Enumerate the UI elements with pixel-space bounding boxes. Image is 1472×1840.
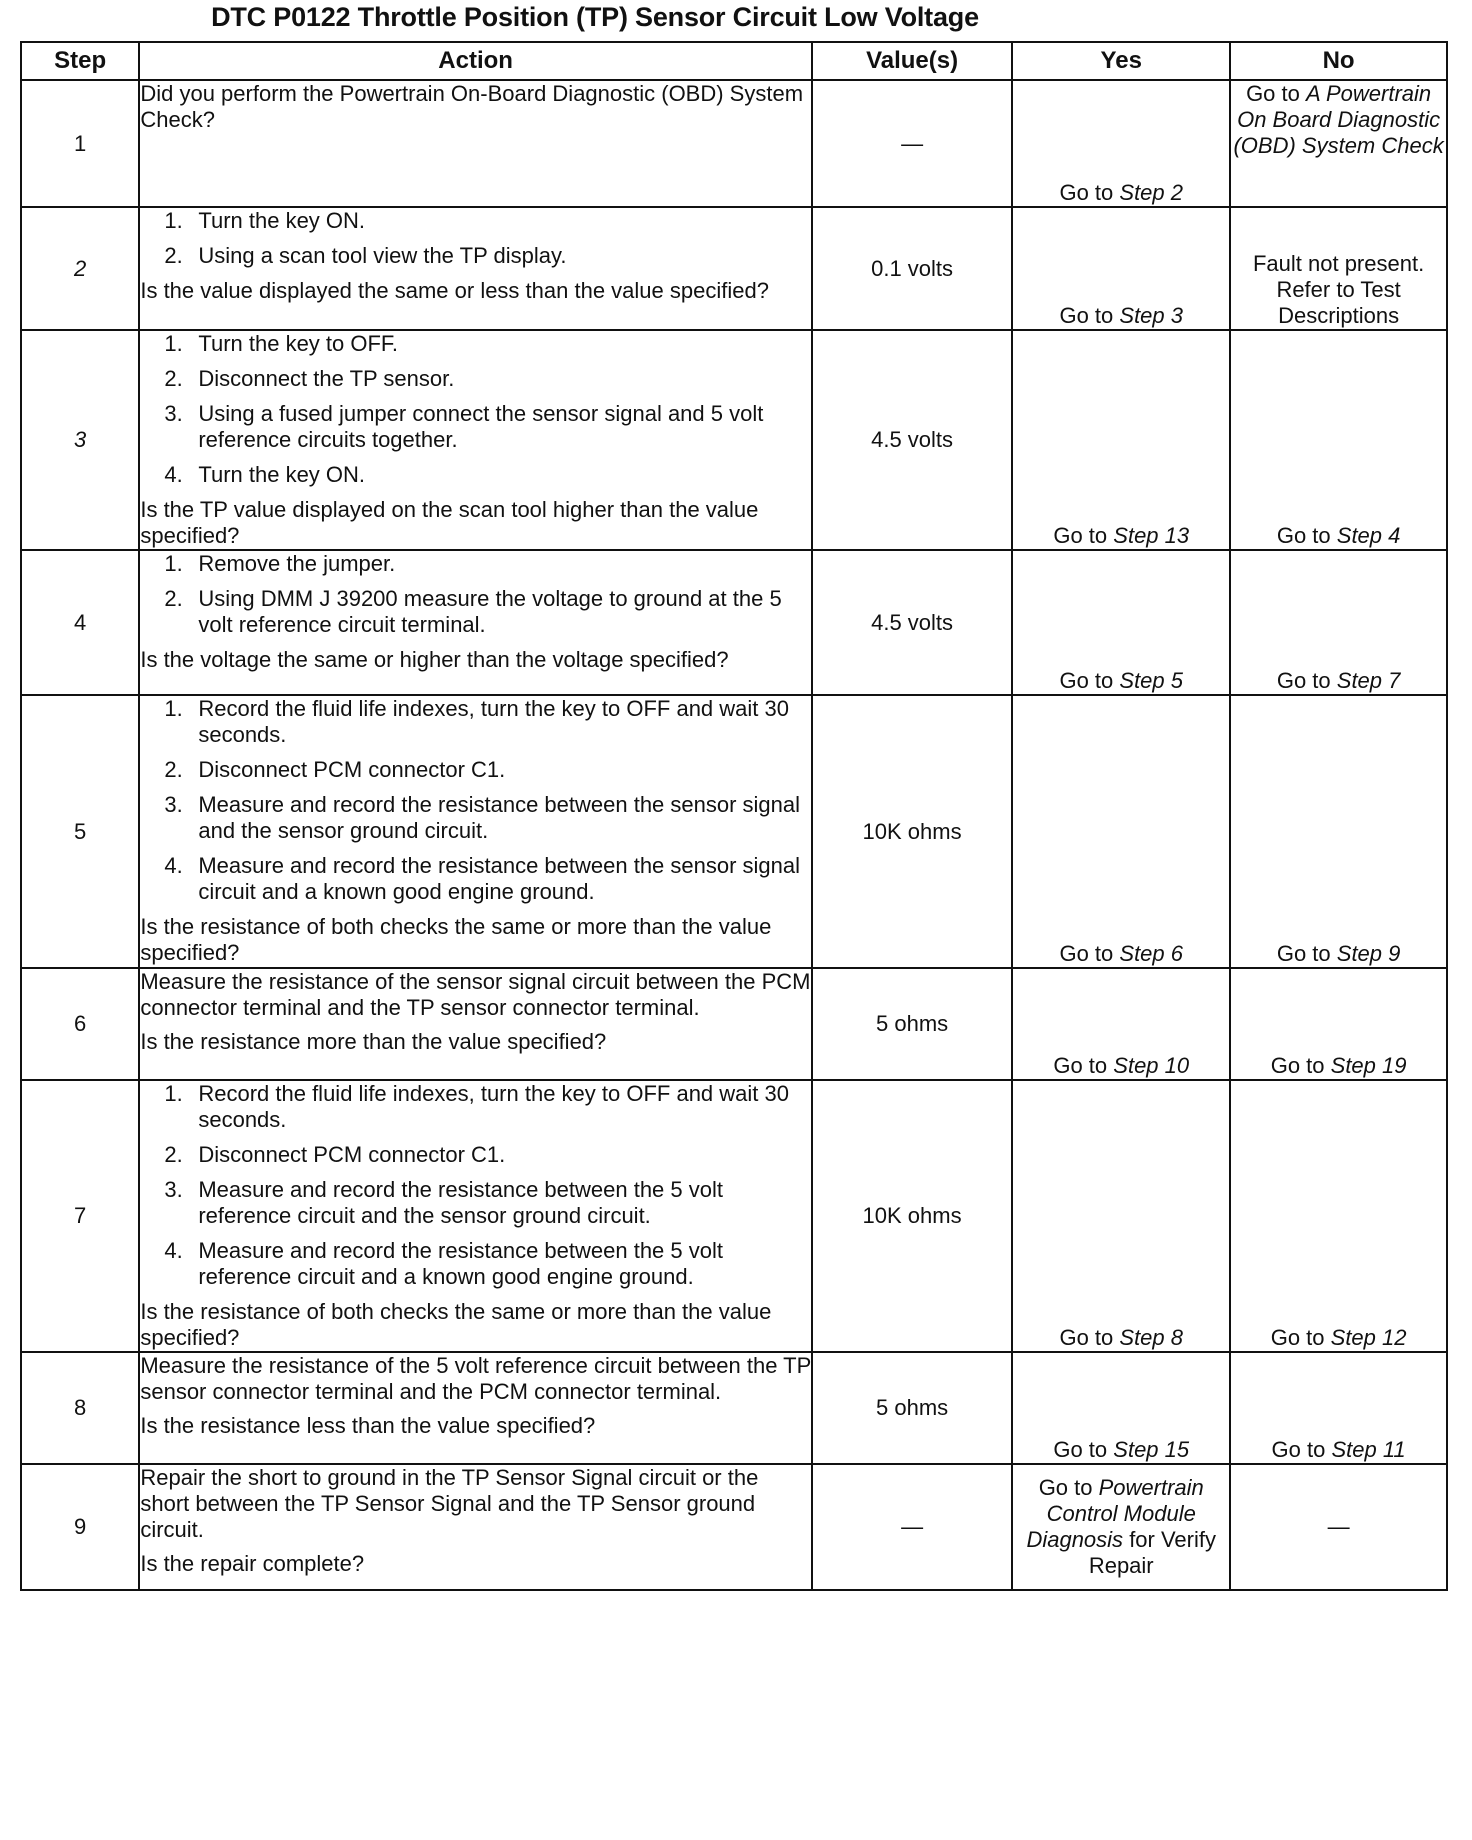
step-number: 5 bbox=[21, 695, 139, 968]
no-prefix: Go to bbox=[1276, 523, 1331, 548]
header-yes: Yes bbox=[1012, 42, 1230, 80]
step-number: 7 bbox=[21, 1080, 139, 1352]
action-step-text: Measure and record the resistance between the sensor signal and the sensor ground circuit. bbox=[198, 792, 801, 843]
no-cell bbox=[1230, 1352, 1447, 1464]
action-step: 4. Turn the key ON. bbox=[164, 462, 366, 487]
action-step-text: Using a fused jumper connect the sensor signal and 5 volt reference circuits together. bbox=[198, 401, 764, 452]
no-cell: — bbox=[1230, 1464, 1447, 1590]
value-cell: 4.5 volts bbox=[812, 330, 1012, 550]
action-step-text: Record the fluid life indexes, turn the key to OFF and wait 30 seconds. bbox=[198, 1081, 789, 1132]
header-no: No bbox=[1230, 42, 1447, 80]
header-step: Step bbox=[21, 42, 139, 80]
action-step-text: Turn the key to OFF. bbox=[198, 331, 399, 356]
step-number bbox=[21, 207, 139, 330]
no-target: Step 7 bbox=[1336, 668, 1401, 693]
table-row bbox=[21, 207, 1447, 330]
action-step-text: Using a scan tool view the TP display. bbox=[198, 243, 567, 268]
yes-cell bbox=[1012, 1352, 1230, 1464]
no-cell: Fault not present. Refer to Test Descriptions bbox=[1230, 207, 1447, 330]
action-cell bbox=[139, 695, 812, 968]
action-steps bbox=[140, 1081, 811, 1290]
no-prefix: Go to bbox=[1270, 1325, 1325, 1350]
yes-target: Step 2 bbox=[1119, 180, 1183, 205]
action-statement: Measure the resistance of the sensor signal circuit between the PCM connector terminal and the TP sensor connector terminal. bbox=[140, 969, 811, 1020]
value-cell: 10K ohms bbox=[812, 1080, 1012, 1352]
table-row bbox=[21, 550, 1447, 695]
no-prefix: Go to bbox=[1270, 1053, 1325, 1078]
yes-prefix: Go to bbox=[1059, 941, 1114, 966]
yes-target: Step 8 bbox=[1119, 1325, 1183, 1350]
no-target: Step 19 bbox=[1330, 1053, 1407, 1078]
step-number-text: 2 bbox=[74, 255, 87, 281]
step-number: 1 bbox=[21, 80, 139, 207]
yes-suffix: for Verify Repair bbox=[1088, 1527, 1216, 1578]
header-action: Action bbox=[139, 42, 812, 80]
action-step: 1. Record the fluid life indexes, turn the key to OFF and wait 30 seconds. bbox=[164, 696, 789, 747]
step-number bbox=[21, 330, 139, 550]
action-step: 2. Disconnect the TP sensor. bbox=[164, 366, 455, 391]
yes-prefix: Go to bbox=[1053, 1437, 1108, 1462]
action-step-text: Using DMM J 39200 measure the voltage to ground at the 5 volt reference circuit terminal. bbox=[198, 586, 782, 637]
value-cell: 5 ohms bbox=[812, 1352, 1012, 1464]
page-title: DTC P0122 Throttle Position (TP) Sensor Circuit Low Voltage bbox=[211, 2, 979, 32]
yes-prefix: Go to bbox=[1059, 303, 1114, 328]
yes-cell bbox=[1012, 330, 1230, 550]
action-step: 4. Measure and record the resistance between the sensor signal circuit and a known good engine ground. bbox=[164, 853, 801, 904]
no-target: Step 11 bbox=[1331, 1437, 1406, 1462]
action-step-text: Turn the key ON. bbox=[198, 208, 366, 233]
no-prefix: Go to bbox=[1246, 81, 1300, 106]
action-step: 3. Measure and record the resistance between the 5 volt reference circuit and the sensor ground circuit. bbox=[164, 1177, 723, 1228]
table-row bbox=[21, 1080, 1447, 1352]
yes-target: Step 6 bbox=[1119, 941, 1183, 966]
no-target: Step 4 bbox=[1336, 523, 1401, 548]
action-cell bbox=[139, 1080, 812, 1352]
yes-target: Step 3 bbox=[1119, 303, 1183, 328]
yes-prefix: Go to bbox=[1038, 1475, 1093, 1500]
yes-prefix: Go to bbox=[1059, 668, 1114, 693]
table-row bbox=[21, 80, 1447, 207]
action-cell bbox=[139, 968, 812, 1080]
no-cell bbox=[1230, 330, 1447, 550]
no-cell bbox=[1230, 695, 1447, 968]
action-question: Did you perform the Powertrain On-Board Diagnostic (OBD) System Check? bbox=[140, 81, 804, 132]
action-question: Is the resistance less than the value specified? bbox=[140, 1413, 596, 1438]
value-cell: 5 ohms bbox=[812, 968, 1012, 1080]
table-row bbox=[21, 968, 1447, 1080]
action-steps bbox=[140, 208, 811, 269]
action-cell bbox=[139, 1352, 812, 1464]
yes-cell bbox=[1012, 1080, 1230, 1352]
action-step: 3. Using a fused jumper connect the sensor signal and 5 volt reference circuits together. bbox=[164, 401, 764, 452]
no-prefix: Go to bbox=[1271, 1437, 1326, 1462]
action-step: 1. Turn the key to OFF. bbox=[164, 331, 399, 356]
no-target: A Powertrain On Board Diagnostic (OBD) System Check bbox=[1233, 81, 1444, 158]
no-cell bbox=[1230, 550, 1447, 695]
yes-prefix: Go to bbox=[1059, 1325, 1114, 1350]
action-step-text: Disconnect PCM connector C1. bbox=[198, 757, 506, 782]
action-question: Is the repair complete? bbox=[140, 1551, 365, 1576]
table-row bbox=[21, 1352, 1447, 1464]
header-row bbox=[21, 42, 1447, 80]
yes-target: Powertrain Control Module Diagnosis bbox=[1026, 1475, 1204, 1552]
action-step-text: Disconnect PCM connector C1. bbox=[198, 1142, 506, 1167]
yes-cell bbox=[1012, 550, 1230, 695]
action-step: 2. Disconnect PCM connector C1. bbox=[164, 757, 506, 782]
yes-target: Step 10 bbox=[1113, 1053, 1190, 1078]
action-question: Is the value displayed the same or less than the value specified? bbox=[140, 278, 769, 303]
no-cell bbox=[1230, 80, 1447, 207]
yes-prefix: Go to bbox=[1053, 523, 1108, 548]
action-step-text: Measure and record the resistance between the 5 volt reference circuit and a known good engine ground. bbox=[198, 1238, 723, 1289]
action-steps bbox=[140, 331, 811, 488]
action-step-text: Measure and record the resistance between the sensor signal circuit and a known good engine ground. bbox=[198, 853, 801, 904]
step-number: 4 bbox=[21, 550, 139, 695]
yes-target: Step 15 bbox=[1113, 1437, 1190, 1462]
yes-cell bbox=[1012, 207, 1230, 330]
value-cell: 4.5 volts bbox=[812, 550, 1012, 695]
yes-prefix: Go to bbox=[1059, 180, 1114, 205]
action-step-text: Measure and record the resistance between the 5 volt reference circuit and the sensor ground circuit. bbox=[198, 1177, 723, 1228]
diagnostic-table bbox=[20, 41, 1448, 1591]
action-question: Is the voltage the same or higher than the voltage specified? bbox=[140, 647, 729, 672]
action-question: Is the TP value displayed on the scan tool higher than the value specified? bbox=[140, 497, 759, 548]
action-cell bbox=[139, 80, 812, 207]
action-step-text: Remove the jumper. bbox=[198, 551, 396, 576]
action-step: 3. Measure and record the resistance between the sensor signal and the sensor ground circuit. bbox=[164, 792, 801, 843]
action-steps bbox=[140, 696, 811, 905]
action-step: 2. Disconnect PCM connector C1. bbox=[164, 1142, 506, 1167]
yes-target: Step 13 bbox=[1113, 523, 1190, 548]
table-row bbox=[21, 695, 1447, 968]
no-target: Step 9 bbox=[1336, 941, 1401, 966]
action-question: Is the resistance of both checks the same or more than the value specified? bbox=[140, 1299, 772, 1350]
no-prefix: Go to bbox=[1276, 668, 1331, 693]
action-step-text: Turn the key ON. bbox=[198, 462, 366, 487]
no-prefix: Go to bbox=[1276, 941, 1331, 966]
no-cell bbox=[1230, 968, 1447, 1080]
action-question: Is the resistance of both checks the same or more than the value specified? bbox=[140, 914, 772, 965]
header-values: Value(s) bbox=[812, 42, 1012, 80]
action-step: 1. Turn the key ON. bbox=[164, 208, 366, 233]
value-cell: 0.1 volts bbox=[812, 207, 1012, 330]
yes-target: Step 5 bbox=[1119, 668, 1183, 693]
action-question: Is the resistance more than the value specified? bbox=[140, 1029, 607, 1054]
action-cell bbox=[139, 1464, 812, 1590]
table-row bbox=[21, 330, 1447, 550]
action-step: 1. Remove the jumper. bbox=[164, 551, 396, 576]
yes-cell bbox=[1012, 695, 1230, 968]
value-cell: — bbox=[812, 80, 1012, 207]
action-cell bbox=[139, 207, 812, 330]
action-step: 4. Measure and record the resistance between the 5 volt reference circuit and a known good engine ground. bbox=[164, 1238, 723, 1289]
action-step: 2. Using DMM J 39200 measure the voltage to ground at the 5 volt reference circuit terminal. bbox=[164, 586, 782, 637]
value-cell: 10K ohms bbox=[812, 695, 1012, 968]
action-steps bbox=[140, 551, 811, 638]
yes-prefix: Go to bbox=[1053, 1053, 1108, 1078]
yes-cell bbox=[1012, 968, 1230, 1080]
value-cell: — bbox=[812, 1464, 1012, 1590]
action-statement: Repair the short to ground in the TP Sensor Signal circuit or the short between the TP Sensor Signal and the TP Sensor ground circuit. bbox=[140, 1465, 759, 1542]
action-step: 1. Record the fluid life indexes, turn the key to OFF and wait 30 seconds. bbox=[164, 1081, 789, 1132]
yes-cell bbox=[1012, 80, 1230, 207]
action-step: 2. Using a scan tool view the TP display. bbox=[164, 243, 567, 268]
action-statement: Measure the resistance of the 5 volt reference circuit between the TP sensor connector terminal and the PCM connector terminal. bbox=[140, 1353, 811, 1404]
table-row bbox=[21, 1464, 1447, 1590]
no-target: Step 12 bbox=[1330, 1325, 1407, 1350]
action-step-text: Disconnect the TP sensor. bbox=[198, 366, 455, 391]
step-number: 6 bbox=[21, 968, 139, 1080]
no-cell bbox=[1230, 1080, 1447, 1352]
step-number-text: 3 bbox=[74, 427, 87, 452]
step-number: 9 bbox=[21, 1464, 139, 1590]
yes-cell bbox=[1012, 1464, 1230, 1590]
step-number: 8 bbox=[21, 1352, 139, 1464]
action-cell bbox=[139, 550, 812, 695]
action-cell bbox=[139, 330, 812, 550]
action-step-text: Record the fluid life indexes, turn the key to OFF and wait 30 seconds. bbox=[198, 696, 789, 747]
